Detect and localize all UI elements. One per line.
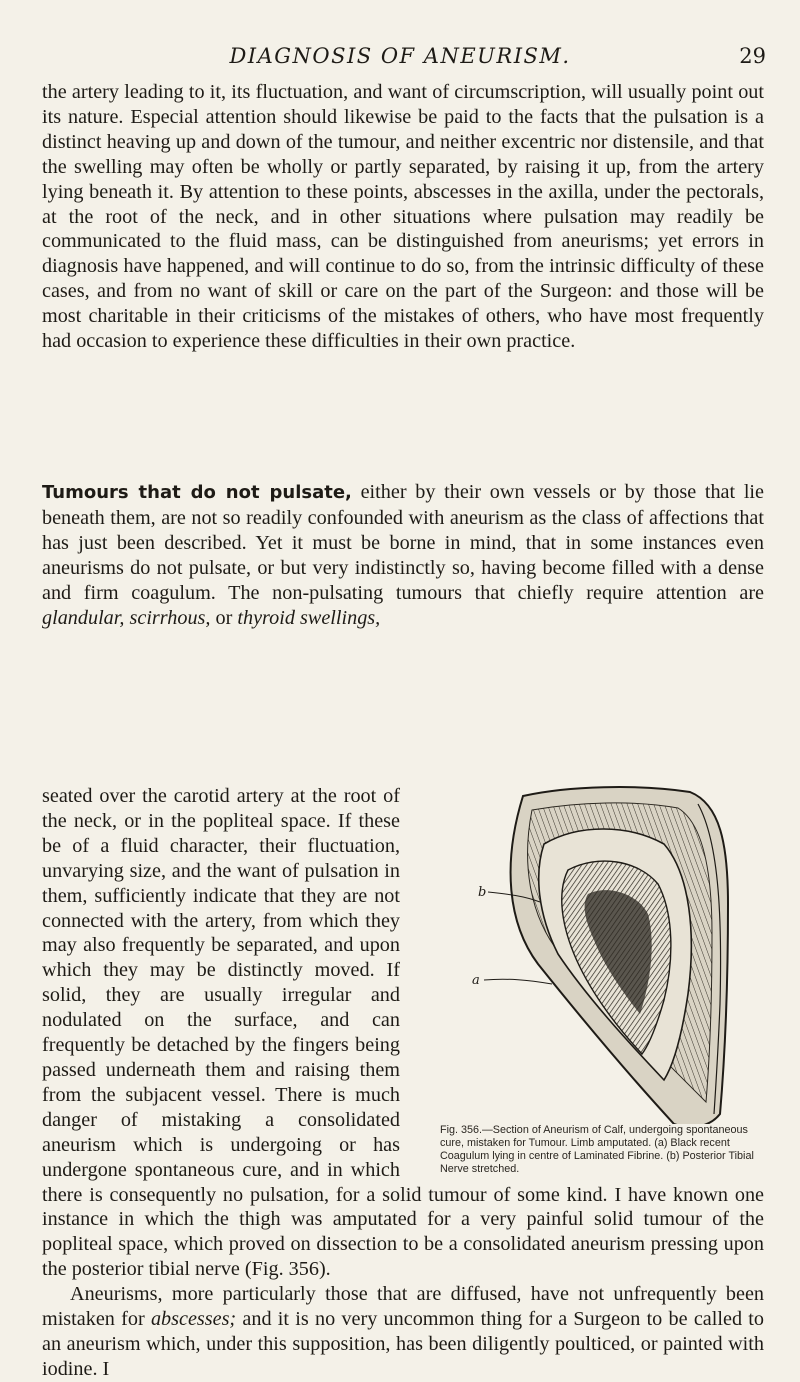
term-thyroid: thyroid swellings, — [237, 606, 381, 629]
term-glandular: glandular, — [42, 606, 125, 629]
paragraph-text: and it is no very uncommon thing for a Surgeon to be called to an aneurism which, under this supposition, has been diligently poulticed, or painted with iodine. I — [42, 1308, 764, 1380]
aneurism-section-illustration — [428, 784, 764, 1124]
paragraph-text-continued: seated over the carotid artery at the root of the neck, or in the popliteal space. If these be of a fluid character, their fluctuation, unvarying size, and the want of pulsation in them, sufficiently indicate that they are not connected with the artery, from which they may also frequently be separated, and upon which they may be distinctly moved. If solid, they are usually irregular and nodulated on the surface, and can frequently be detached by the fingers being passed underneath them and raising them from the subjacent vessel. There is much danger of mistaking a consolidated aneurism which is undergoing or has undergone spontaneous cure, and in which there is consequently no pulsation, for a solid tumour of some kind. I have known one instance in which the thigh was amputated for a very painful solid tumour of the popliteal space, which proved on dissection to be a consolidated aneurism pressing upon the posterior tibial nerve (Fig. 356). — [42, 785, 764, 1281]
label-a-leader — [484, 979, 552, 984]
page-number: 29 — [739, 44, 766, 68]
paragraph-text: Aneurisms, more particularly those that are diffused, have not unfrequently been mistaken for — [42, 1283, 764, 1331]
run-in-heading: Tumours that do not pulsate, — [42, 482, 352, 503]
paragraph-diagnosis: the artery leading to it, its fluctuation, and want of circumscription, will usually point out its nature. Especial attention should likewise be paid to the facts that the pulsation is a distinct heaving up and down of the tumour, and neither excentric nor distensile, and that the swelling may often be wholly or partly separated, by raising it up, from the artery lying beneath it. By attention to these points, abscesses in the axilla, under the pectorals, at the root of the neck, and in other situations where pulsation may readily be communicated to the fluid mass, can be distinguished from aneurisms; yet errors in diagnosis have happened, and will continue to do so, from the intrinsic difficulty of these cases, and from no want of skill or care on the part of the Surgeon: and those will be most charitable in their criticisms of the mistakes of others, who have most frequently had occasion to experience these difficulties in their own practice. — [42, 81, 764, 353]
paragraph-abscesses — [42, 1282, 764, 1382]
figure-caption: Fig. 356.—Section of Aneurism of Calf, undergoing spontaneous cure, mistaken for Tumour. Limb amputated. (a) Black recent Coagulum lying in centre of Laminated Fibrine. (b) Posterior Tibial Nerve stretched. — [440, 1124, 754, 1175]
paragraph-non-pulsating-tumours — [42, 480, 764, 630]
term-abscesses: abscesses; — [150, 1308, 237, 1331]
term-scirrhous: scirrhous, — [129, 606, 211, 629]
paragraph-text: either by their own vessels or by those that lie beneath them, are not so readily confounded with aneurism as the class of affections that has just been described. Yet it must be borne in mind, that in some instances even aneurisms do not pulsate, or but very indistinctly so, having become filled with a dense and firm coagulum. The non-pulsating tumours that chiefly require attention are — [42, 481, 764, 604]
figure-wrap-block — [42, 784, 764, 1382]
running-head: DIAGNOSIS OF ANEURISM. — [229, 44, 571, 68]
separator: or — [210, 606, 238, 629]
figure-356 — [414, 784, 764, 1176]
label-b: b — [478, 885, 487, 900]
label-a: a — [472, 973, 480, 988]
